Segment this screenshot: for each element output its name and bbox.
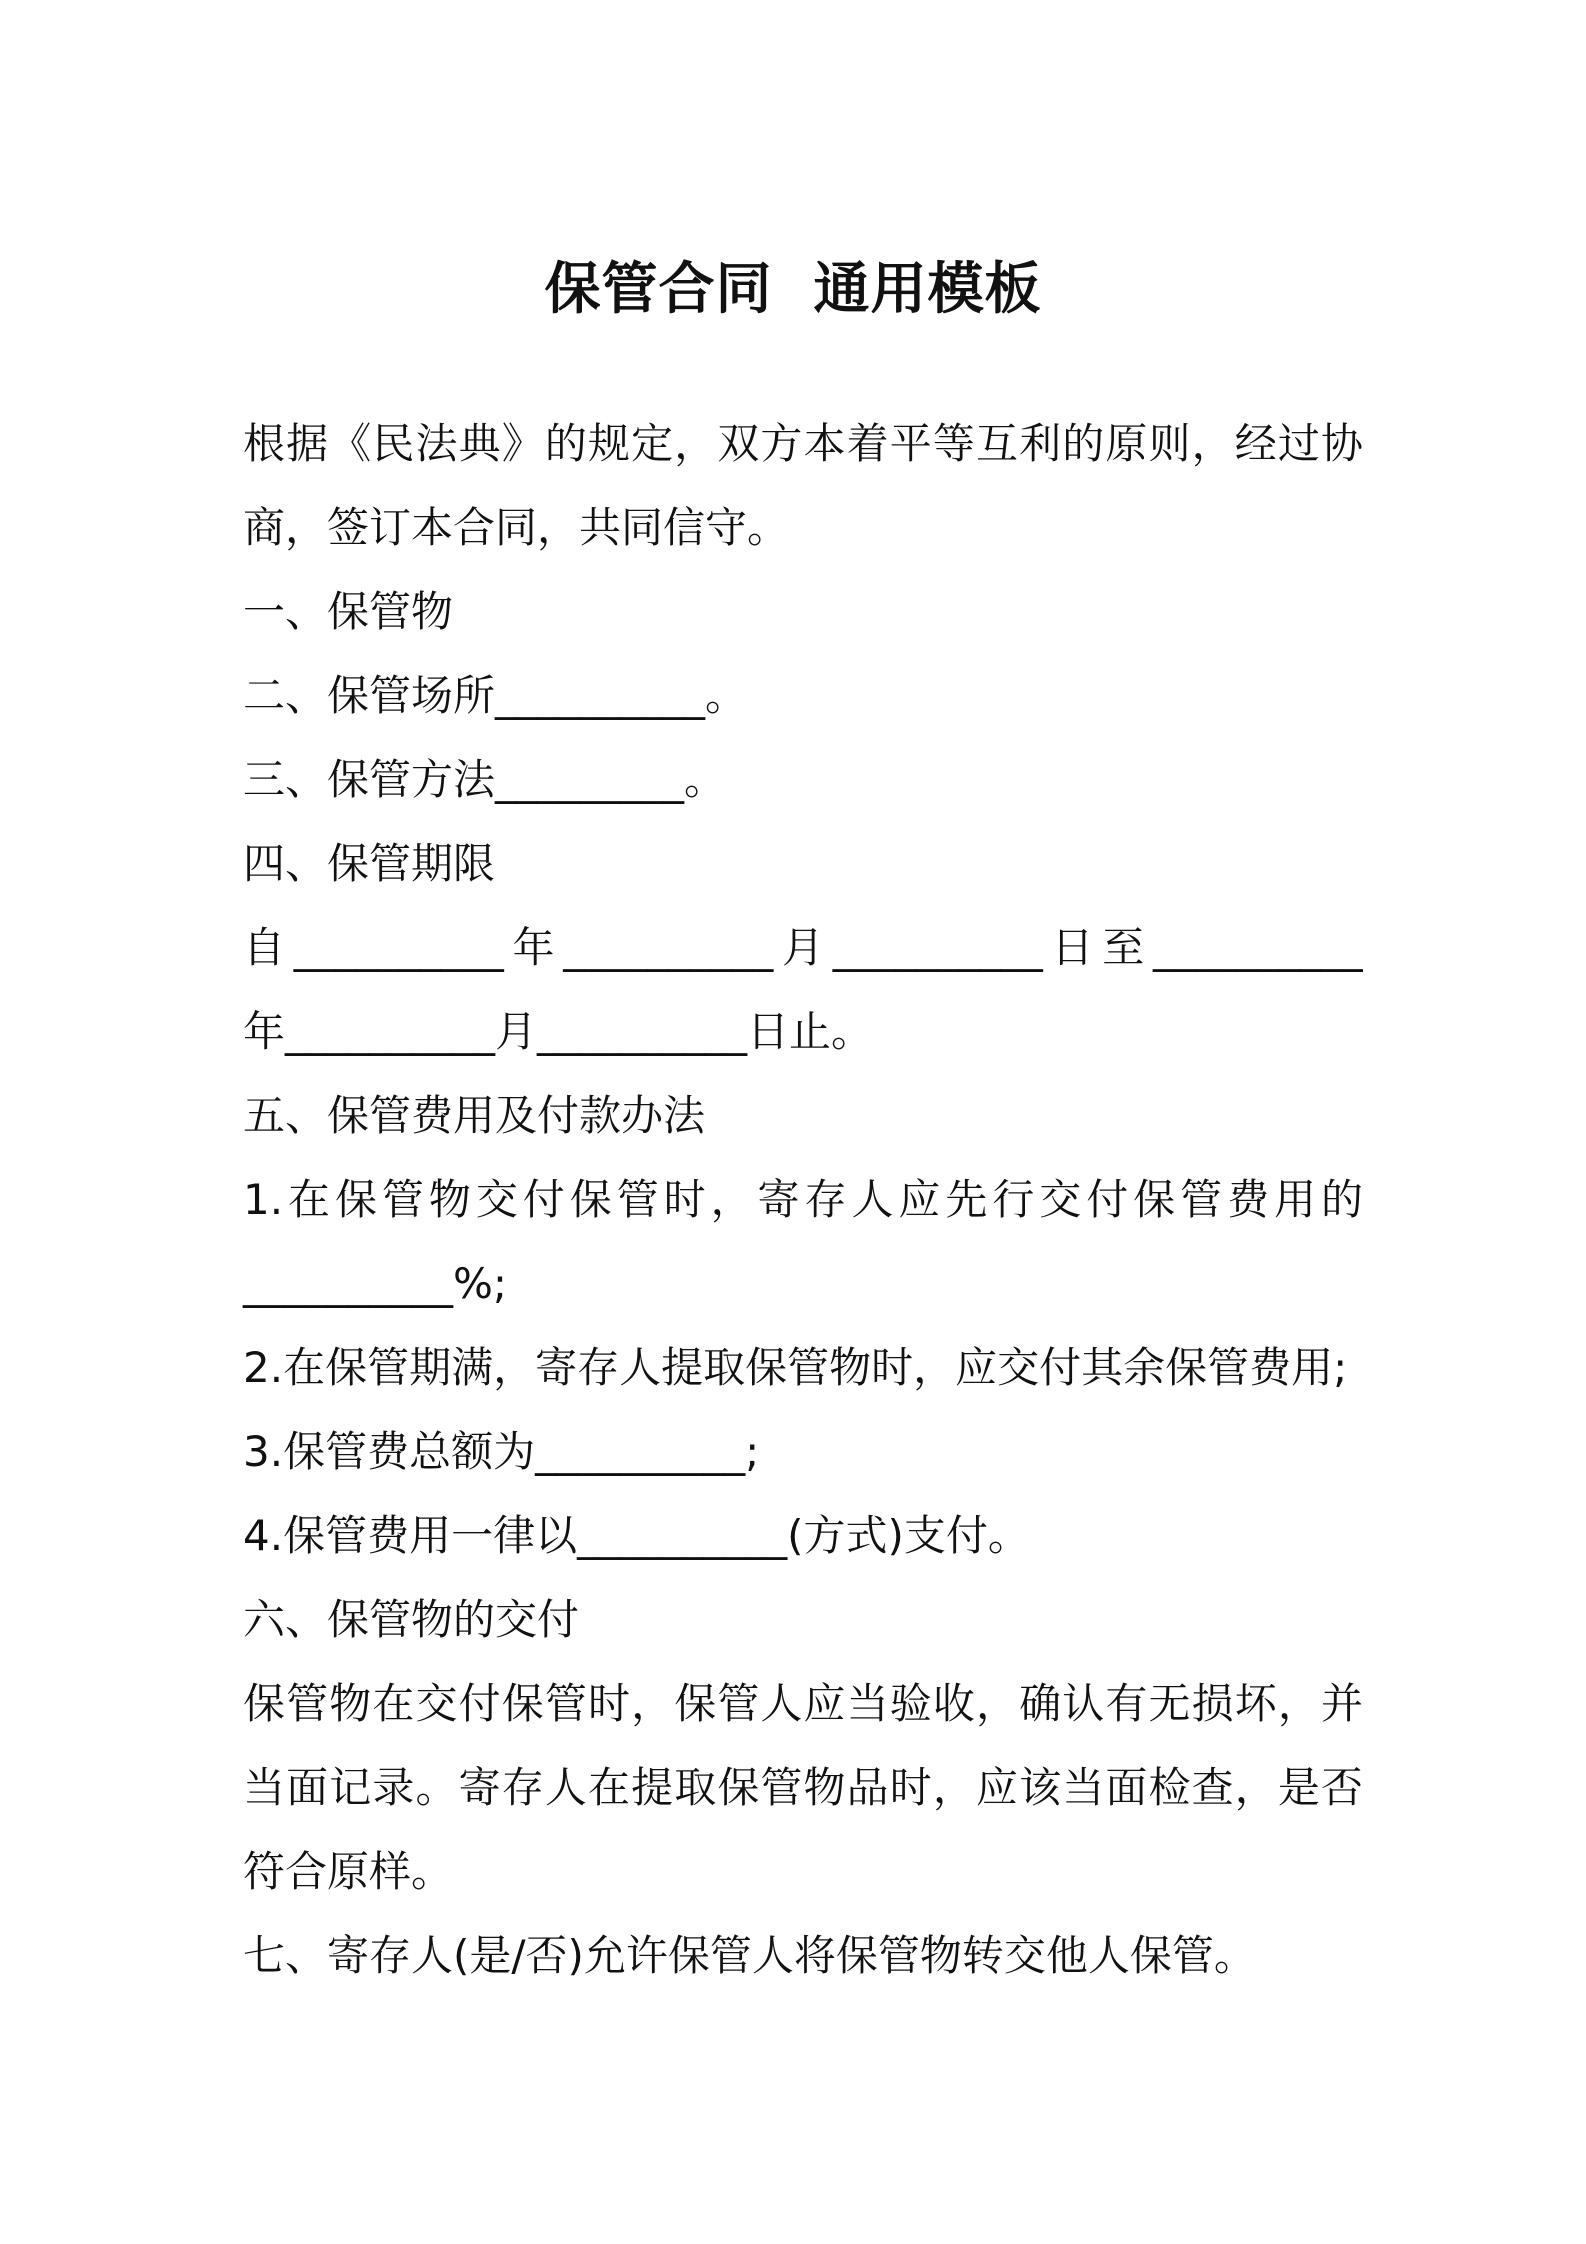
- section-heading: 四、保管期限: [243, 839, 496, 888]
- section-heading: 一、保管物: [243, 587, 454, 636]
- document-body: [243, 402, 1363, 1998]
- paragraph-line: 根据《民法典》的规定，双方本着平等互利的原则，经过协: [243, 419, 1363, 468]
- paragraph-line: 保管物在交付保管时，保管人应当验收，确认有无损坏，并: [243, 1679, 1363, 1728]
- document-title: 保管合同 通用模板: [544, 257, 1042, 322]
- section-heading: 六、保管物的交付: [243, 1595, 580, 1644]
- list-item-continuation: __________%;: [243, 1259, 508, 1308]
- list-item: 1.在保管物交付保管时，寄存人应先行交付保管费用的: [243, 1175, 1363, 1224]
- section-heading: 五、保管费用及付款办法: [243, 1091, 706, 1140]
- paragraph-line: 年__________月__________日止。: [243, 1007, 874, 1056]
- paragraph-line: 当面记录。寄存人在提取保管物品时，应该当面检查，是否: [243, 1763, 1363, 1812]
- list-item: 2.在保管期满，寄存人提取保管物时，应交付其余保管费用;: [243, 1343, 1348, 1392]
- paragraph-line: 商，签订本合同，共同信守。: [243, 503, 790, 552]
- section-heading: 二、保管场所__________。: [243, 671, 748, 720]
- list-item: 4.保管费用一律以__________(方式)支付。: [243, 1511, 1030, 1560]
- list-item: 3.保管费总额为__________;: [243, 1427, 760, 1476]
- paragraph-line: 自__________年__________月__________日至__________: [243, 923, 1363, 972]
- section-heading: 三、保管方法_________。: [243, 755, 727, 804]
- section-heading: 七、寄存人(是/否)允许保管人将保管物转交他人保管。: [243, 1931, 1256, 1980]
- paragraph-line: 符合原样。: [243, 1847, 454, 1896]
